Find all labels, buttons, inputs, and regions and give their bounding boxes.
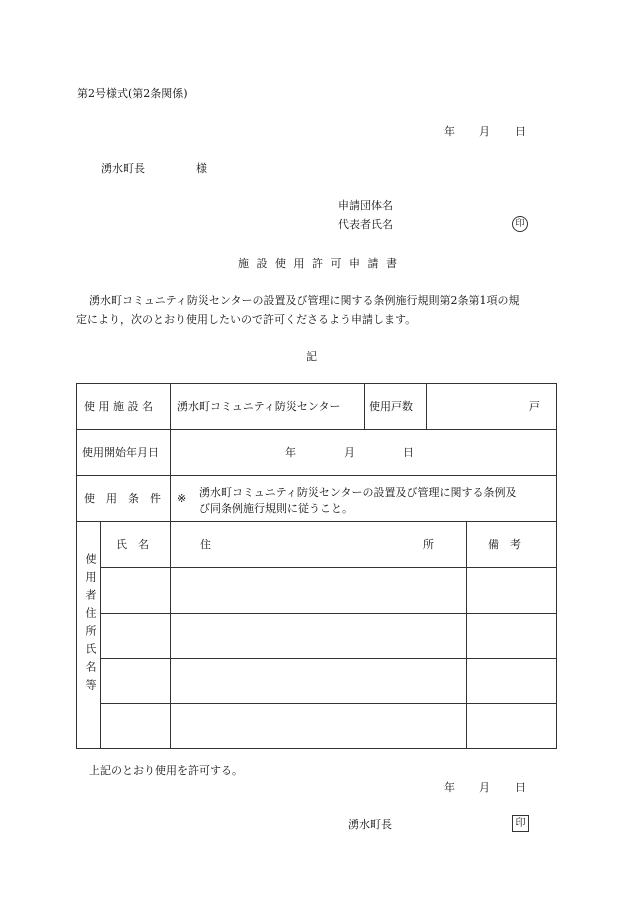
addressee-honorific: 様 [196, 162, 207, 175]
table-border-bottom [76, 748, 557, 749]
body-text-line-1: 湧水町コミュニティ防災センターの設置及び管理に関する条例施行規則第2条第1項の規 [89, 294, 520, 307]
table-row-divider [100, 613, 557, 614]
date-year: 年 [444, 125, 455, 138]
start-year: 年 [285, 446, 296, 459]
applicant-org-label: 申請団体名 [338, 199, 393, 212]
table-border-left [76, 383, 77, 749]
table-row-divider [100, 567, 557, 568]
conditions-line-2: び同条例施行規則に従うこと。 [199, 502, 353, 515]
start-month: 月 [344, 446, 355, 459]
units-label: 使用戸数 [369, 400, 413, 413]
table-col-divider [170, 521, 171, 749]
applicant-rep-label: 代表者氏名 [338, 218, 393, 231]
start-day: 日 [403, 446, 414, 459]
date-month: 月 [479, 125, 490, 138]
document-title: 施 設 使 用 許 可 申 請 書 [238, 257, 399, 270]
approval-day: 日 [515, 781, 526, 794]
approval-month: 月 [479, 781, 490, 794]
approval-year: 年 [444, 781, 455, 794]
units-suffix: 戸 [529, 400, 540, 413]
table-col-divider [426, 383, 427, 429]
col-header-remarks: 備 考 [488, 538, 521, 551]
conditions-label: 使 用 条 件 [84, 492, 161, 505]
start-date-label: 使用開始年月日 [82, 446, 159, 459]
col-header-address-2: 所 [423, 538, 434, 551]
table-col-divider [466, 521, 467, 749]
table-row-divider [100, 703, 557, 704]
conditions-line-1: 湧水町コミュニティ防災センターの設置及び管理に関する条例及 [199, 486, 517, 499]
facility-label: 使 用 施 設 名 [84, 400, 153, 413]
conditions-mark: ※ [177, 491, 187, 505]
users-section-label: 使用者住所氏名等 [84, 553, 97, 697]
form-number: 第2号様式(第2条関係) [77, 87, 188, 100]
addressee-title: 湧水町長 [101, 162, 145, 175]
col-header-name: 氏 名 [116, 538, 149, 551]
ki-label: 記 [306, 350, 317, 363]
date-day: 日 [515, 125, 526, 138]
body-text-line-2: 定により，次のとおり使用したいので許可くださるよう申請します。 [76, 313, 417, 326]
approver-seal-icon: 印 [512, 815, 529, 832]
approval-text: 上記のとおり使用を許可する。 [89, 764, 243, 777]
col-header-address-1: 住 [200, 538, 211, 551]
applicant-seal-icon: 印 [512, 216, 528, 232]
table-col-divider [170, 383, 171, 521]
table-col-divider [100, 521, 101, 749]
table-row-divider [100, 658, 557, 659]
facility-value: 湧水町コミュニティ防災センター [177, 400, 341, 413]
table-border-right [556, 383, 557, 749]
approver-title: 湧水町長 [348, 818, 392, 831]
facility-use-table [76, 383, 557, 749]
table-col-divider [364, 383, 365, 429]
